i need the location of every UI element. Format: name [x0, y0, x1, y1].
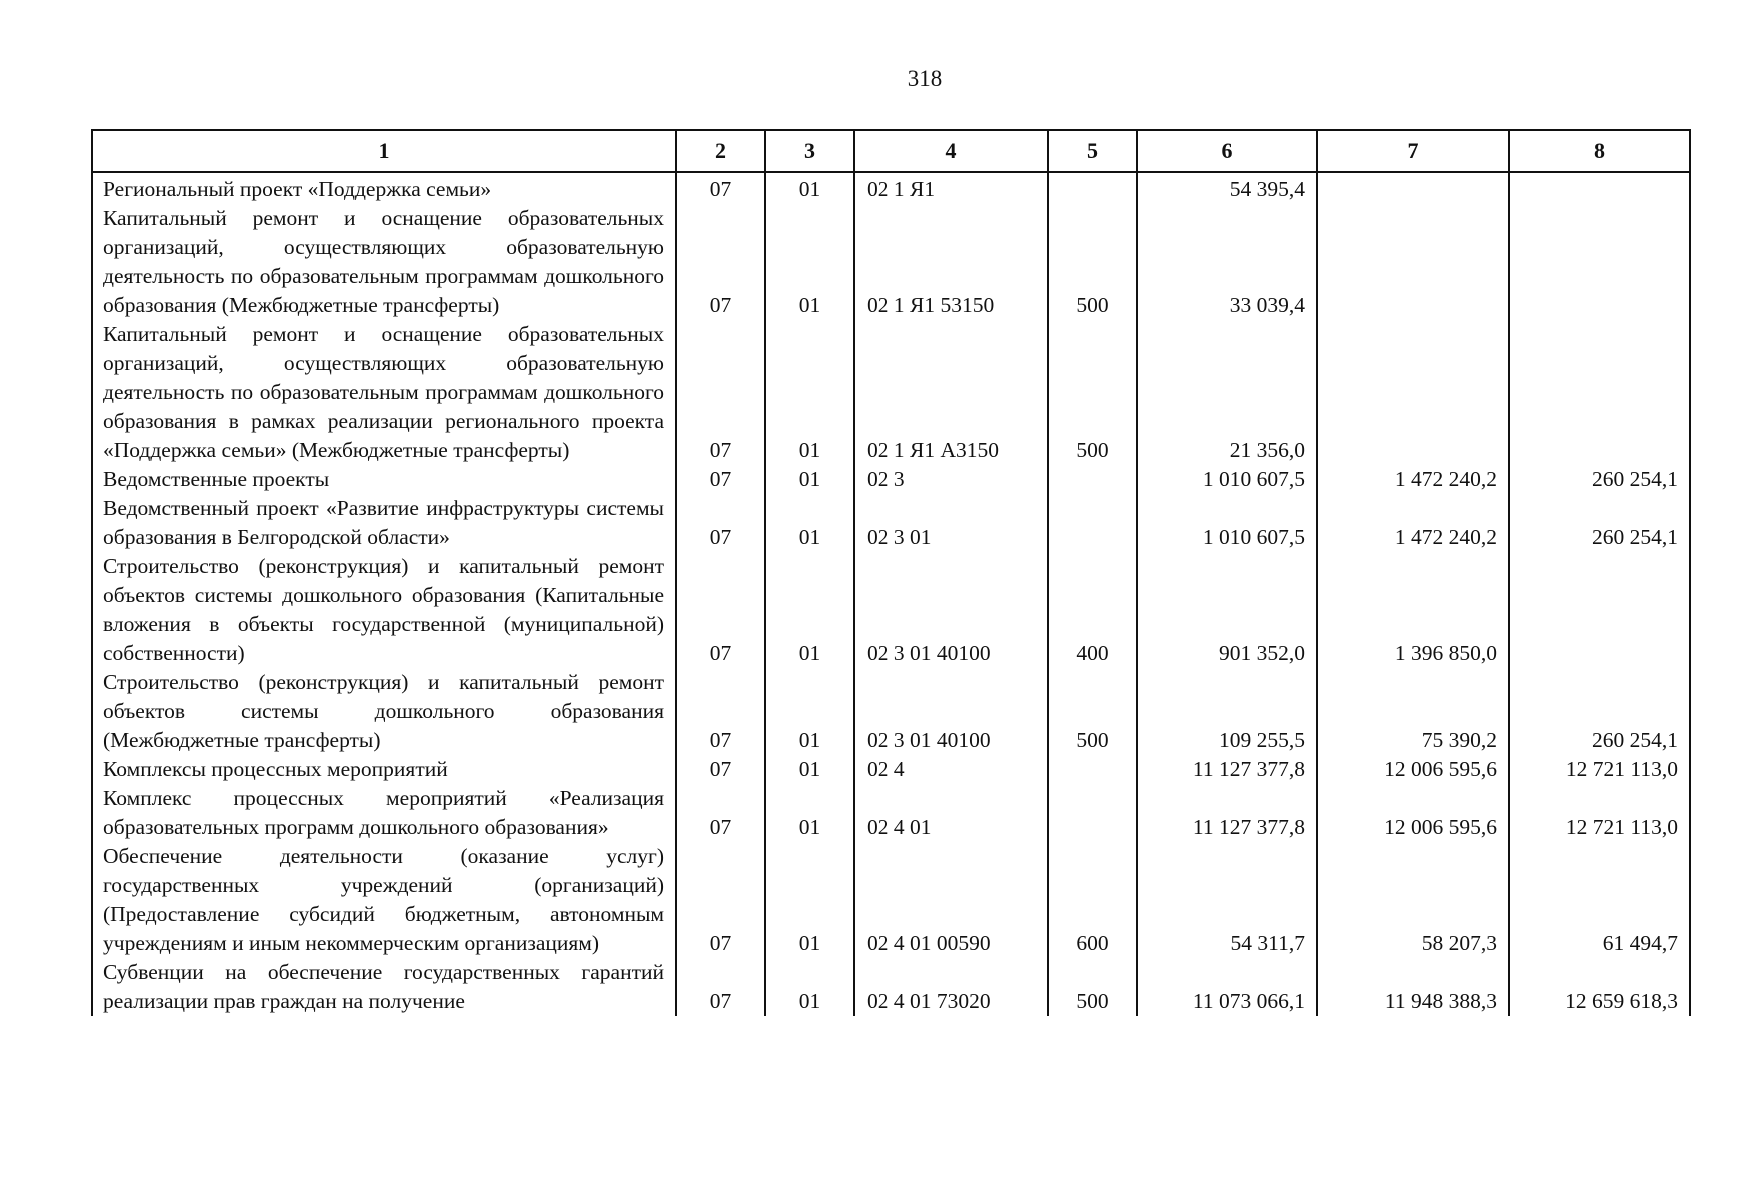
row-name-cell: Региональный проект «Поддержка семьи»	[92, 172, 676, 204]
amount-col7-cell	[1317, 204, 1509, 320]
expense-type-cell: 600	[1048, 842, 1137, 958]
row-name-cell: Ведомственный проект «Развитие инфраструктуры системы образования в Белгородской области»	[92, 494, 676, 552]
section-code-cell: 07	[676, 668, 765, 755]
amount-col8-cell: 12 721 113,0	[1509, 755, 1690, 784]
amount-col6-cell: 11 127 377,8	[1137, 755, 1317, 784]
amount-col6-cell: 54 311,7	[1137, 842, 1317, 958]
row-name-cell: Строительство (реконструкция) и капитальный ремонт объектов системы дошкольного образования (Капитальные вложения в объекты государственной (муниципальной) собственности)	[92, 552, 676, 668]
column-header-4: 4	[854, 130, 1048, 172]
section-code-cell: 07	[676, 958, 765, 1016]
column-header-5: 5	[1048, 130, 1137, 172]
column-header-7: 7	[1317, 130, 1509, 172]
target-article-cell: 02 4 01 00590	[854, 842, 1048, 958]
target-article-cell: 02 1 Я1 А3150	[854, 320, 1048, 465]
expense-type-cell: 500	[1048, 204, 1137, 320]
table-row	[92, 172, 1690, 204]
subsection-code-cell: 01	[765, 755, 854, 784]
amount-col6-cell: 109 255,5	[1137, 668, 1317, 755]
column-header-1: 1	[92, 130, 676, 172]
section-code-cell: 07	[676, 842, 765, 958]
table-row	[92, 204, 1690, 320]
subsection-code-cell: 01	[765, 958, 854, 1016]
row-name-cell: Капитальный ремонт и оснащение образовательных организаций, осуществляющих образовательную деятельность по образовательным программам дошкольного образования (Межбюджетные трансферты)	[92, 204, 676, 320]
budget-table	[91, 129, 1691, 1016]
amount-col7-cell: 1 396 850,0	[1317, 552, 1509, 668]
table-row	[92, 784, 1690, 842]
page-number: 318	[907, 66, 943, 91]
row-name-cell: Капитальный ремонт и оснащение образовательных организаций, осуществляющих образовательную деятельность по образовательным программам дошкольного образования в рамках реализации регионального проекта «Поддержка семьи» (Межбюджетные трансферты)	[92, 320, 676, 465]
target-article-cell: 02 3	[854, 465, 1048, 494]
target-article-cell: 02 1 Я1 53150	[854, 204, 1048, 320]
amount-col7-cell: 12 006 595,6	[1317, 755, 1509, 784]
amount-col7-cell: 1 472 240,2	[1317, 465, 1509, 494]
amount-col8-cell: 260 254,1	[1509, 494, 1690, 552]
amount-col7-cell: 58 207,3	[1317, 842, 1509, 958]
table-row	[92, 552, 1690, 668]
target-article-cell: 02 4	[854, 755, 1048, 784]
amount-col6-cell: 33 039,4	[1137, 204, 1317, 320]
column-header-8: 8	[1509, 130, 1690, 172]
row-name-cell: Комплекс процессных мероприятий «Реализация образовательных программ дошкольного образования»	[92, 784, 676, 842]
table-header	[92, 130, 1690, 172]
amount-col7-cell	[1317, 172, 1509, 204]
amount-col8-cell	[1509, 552, 1690, 668]
subsection-code-cell: 01	[765, 320, 854, 465]
amount-col6-cell: 54 395,4	[1137, 172, 1317, 204]
expense-type-cell	[1048, 755, 1137, 784]
amount-col7-cell	[1317, 320, 1509, 465]
amount-col8-cell	[1509, 320, 1690, 465]
table-row	[92, 755, 1690, 784]
subsection-code-cell: 01	[765, 784, 854, 842]
subsection-code-cell: 01	[765, 494, 854, 552]
table-row	[92, 958, 1690, 1016]
row-name-cell: Ведомственные проекты	[92, 465, 676, 494]
amount-col8-cell: 61 494,7	[1509, 842, 1690, 958]
row-name-cell: Обеспечение деятельности (оказание услуг) государственных учреждений (организаций) (Предоставление субсидий бюджетным, автономным учреждениям и иным некоммерческим организациям)	[92, 842, 676, 958]
budget-table-container	[91, 129, 1689, 1016]
expense-type-cell: 400	[1048, 552, 1137, 668]
amount-col6-cell: 1 010 607,5	[1137, 465, 1317, 494]
column-header-3: 3	[765, 130, 854, 172]
section-code-cell: 07	[676, 784, 765, 842]
subsection-code-cell: 01	[765, 842, 854, 958]
amount-col6-cell: 21 356,0	[1137, 320, 1317, 465]
section-code-cell: 07	[676, 494, 765, 552]
amount-col7-cell: 11 948 388,3	[1317, 958, 1509, 1016]
subsection-code-cell: 01	[765, 465, 854, 494]
table-row	[92, 842, 1690, 958]
table-row	[92, 465, 1690, 494]
subsection-code-cell: 01	[765, 552, 854, 668]
section-code-cell: 07	[676, 755, 765, 784]
table-row	[92, 668, 1690, 755]
row-name-cell: Субвенции на обеспечение государственных гарантий реализации прав граждан на получение	[92, 958, 676, 1016]
target-article-cell: 02 3 01 40100	[854, 552, 1048, 668]
expense-type-cell	[1048, 784, 1137, 842]
section-code-cell: 07	[676, 552, 765, 668]
amount-col6-cell: 11 127 377,8	[1137, 784, 1317, 842]
amount-col8-cell	[1509, 204, 1690, 320]
table-row	[92, 320, 1690, 465]
amount-col7-cell: 12 006 595,6	[1317, 784, 1509, 842]
expense-type-cell	[1048, 172, 1137, 204]
expense-type-cell	[1048, 465, 1137, 494]
section-code-cell: 07	[676, 172, 765, 204]
amount-col6-cell: 11 073 066,1	[1137, 958, 1317, 1016]
section-code-cell: 07	[676, 320, 765, 465]
amount-col8-cell	[1509, 172, 1690, 204]
amount-col8-cell: 260 254,1	[1509, 465, 1690, 494]
amount-col7-cell: 75 390,2	[1317, 668, 1509, 755]
target-article-cell: 02 3 01	[854, 494, 1048, 552]
amount-col8-cell: 12 721 113,0	[1509, 784, 1690, 842]
expense-type-cell	[1048, 494, 1137, 552]
subsection-code-cell: 01	[765, 668, 854, 755]
header-row	[92, 130, 1690, 172]
table-body	[92, 172, 1690, 1016]
column-header-2: 2	[676, 130, 765, 172]
target-article-cell: 02 4 01	[854, 784, 1048, 842]
amount-col7-cell: 1 472 240,2	[1317, 494, 1509, 552]
expense-type-cell: 500	[1048, 668, 1137, 755]
target-article-cell: 02 3 01 40100	[854, 668, 1048, 755]
subsection-code-cell: 01	[765, 204, 854, 320]
row-name-cell: Комплексы процессных мероприятий	[92, 755, 676, 784]
target-article-cell: 02 1 Я1	[854, 172, 1048, 204]
subsection-code-cell: 01	[765, 172, 854, 204]
amount-col6-cell: 901 352,0	[1137, 552, 1317, 668]
section-code-cell: 07	[676, 204, 765, 320]
expense-type-cell: 500	[1048, 320, 1137, 465]
row-name-cell: Строительство (реконструкция) и капитальный ремонт объектов системы дошкольного образования (Межбюджетные трансферты)	[92, 668, 676, 755]
target-article-cell: 02 4 01 73020	[854, 958, 1048, 1016]
amount-col8-cell: 12 659 618,3	[1509, 958, 1690, 1016]
amount-col8-cell: 260 254,1	[1509, 668, 1690, 755]
expense-type-cell: 500	[1048, 958, 1137, 1016]
amount-col6-cell: 1 010 607,5	[1137, 494, 1317, 552]
table-row	[92, 494, 1690, 552]
section-code-cell: 07	[676, 465, 765, 494]
column-header-6: 6	[1137, 130, 1317, 172]
